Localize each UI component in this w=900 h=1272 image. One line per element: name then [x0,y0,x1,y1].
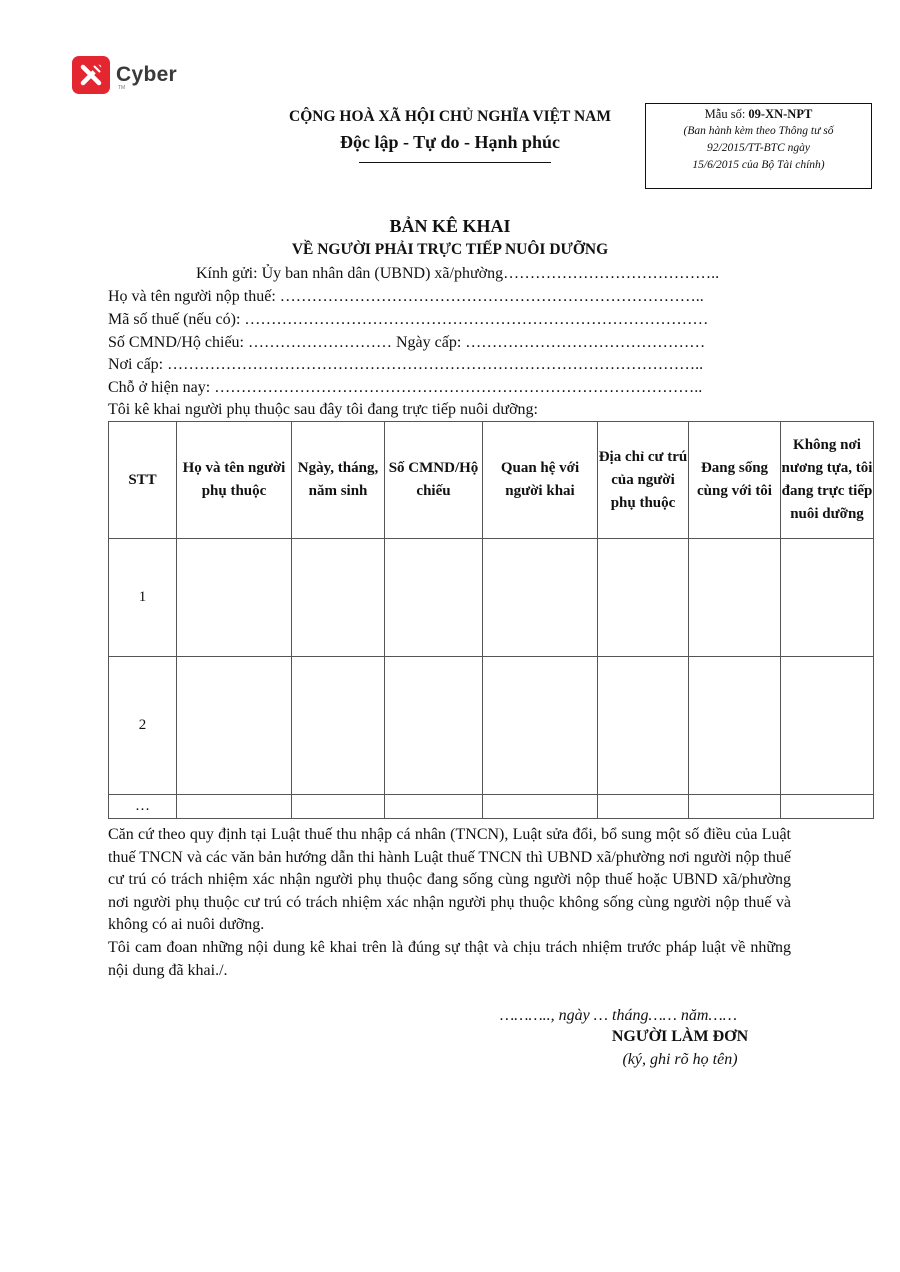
table-cell[interactable] [177,657,292,795]
national-motto: Độc lập - Tự do - Hạnh phúc [339,132,561,152]
table-row [109,657,874,795]
table-cell[interactable] [292,795,385,819]
table-cell[interactable] [385,657,483,795]
field-taxpayer-name[interactable]: Họ và tên người nộp thuế: …………………………………………………………………….. [108,288,704,305]
declaration-intro: Tôi kê khai người phụ thuộc sau đây tôi đang trực tiếp nuôi dưỡng: [108,401,538,418]
cyber-logo-text: Cyber [116,63,178,86]
header-birth-date: Ngày, tháng, năm sinh [292,422,385,539]
header-full-name: Họ và tên người phụ thuộc [177,422,292,539]
form-code: 09-XN-NPT [748,107,813,121]
table-cell[interactable] [385,795,483,819]
form-note-line-2: 92/2015/TT-BTC ngày [707,142,810,154]
table-cell[interactable] [781,539,874,657]
table-cell[interactable] [689,657,781,795]
table-cell[interactable] [483,657,598,795]
table-cell[interactable] [781,795,874,819]
field-current-address[interactable]: Chỗ ở hiện nay: ……………………………………………………………………………….. [108,379,703,396]
table-cell[interactable] [177,795,292,819]
table-cell[interactable] [781,657,874,795]
table-cell[interactable] [385,539,483,657]
row-number: 2 [109,657,177,795]
form-note-line-1: (Ban hành kèm theo Thông tư số [683,125,834,137]
signature-note: (ký, ghi rõ họ tên) [622,1051,738,1068]
commitment-paragraph: Tôi cam đoan những nội dung kê khai trên là đúng sự thật và chịu trách nhiệm trước pháp luật về những nội dung đã khai./. [108,939,791,979]
row-number: … [109,795,177,819]
row-number: 1 [109,539,177,657]
form-note-line-3: 15/6/2015 của Bộ Tài chính) [692,159,825,171]
table-cell[interactable] [483,539,598,657]
table-cell[interactable] [177,539,292,657]
dependents-table [108,421,874,819]
table-cell[interactable] [598,657,689,795]
table-cell[interactable] [598,539,689,657]
table-row [109,539,874,657]
table-header-row [109,422,874,539]
table-cell[interactable] [292,539,385,657]
header-address: Địa chỉ cư trú của người phụ thuộc [598,422,689,539]
field-id-number[interactable]: Số CMND/Hộ chiếu: ……………………… Ngày cấp: ……………………………………… [108,334,706,351]
signature-date[interactable]: ……….., ngày … tháng…… năm…… [500,1007,737,1024]
document-subtitle: VỀ NGƯỜI PHẢI TRỰC TIẾP NUÔI DƯỠNG [291,241,609,258]
motto-underline [359,162,551,163]
signature-title: NGƯỜI LÀM ĐƠN [611,1028,749,1045]
table-cell[interactable] [292,657,385,795]
table-cell[interactable] [689,795,781,819]
cyber-logo [72,56,177,94]
field-kinh-gui[interactable]: Kính gửi: Ủy ban nhân dân (UBND) xã/phường………………………………….. [196,265,720,282]
legal-basis-paragraph: Căn cứ theo quy định tại Luật thuế thu nhập cá nhân (TNCN), Luật sửa đổi, bổ sung một số điều của Luật thuế TNCN và các văn bản hướng dẫn thi hành Luật thuế TNCN thì UBND xã/phường nơi người nộp thuế cư trú có trách nhiệm xác nhận người phụ thuộc đang sống cùng người nộp thuế hoặc UBND xã/phường nơi người phụ thuộc cư trú có trách nhiệm xác nhận người phụ thuộc không sống cùng người nộp thuế và không có ai nuôi dưỡng. [108,826,791,933]
cyber-logo-trademark: TM [118,85,126,91]
header-stt: STT [109,422,177,539]
header-id-number: Số CMND/Hộ chiếu [385,422,483,539]
form-code-label: Mẫu số: [704,107,749,121]
table-row [109,795,874,819]
form-number-box [645,103,872,189]
cyber-logo-mark-icon [72,56,110,94]
field-tax-code[interactable]: Mã số thuế (nếu có): …………………………………………………………………………… [108,311,709,328]
table-cell[interactable] [598,795,689,819]
field-issue-place[interactable]: Nơi cấp: ……………………………………………………………………………………….. [108,356,704,373]
header-living-together: Đang sống cùng với tôi [689,422,781,539]
header-no-support: Không nơi nương tựa, tôi đang trực tiếp nuôi dưỡng [781,422,874,539]
header-relationship: Quan hệ với người khai [483,422,598,539]
table-cell[interactable] [483,795,598,819]
document-title: BẢN KÊ KHAI [389,216,511,236]
table-cell[interactable] [689,539,781,657]
national-heading: CỘNG HOÀ XÃ HỘI CHỦ NGHĨA VIỆT NAM [289,108,611,125]
